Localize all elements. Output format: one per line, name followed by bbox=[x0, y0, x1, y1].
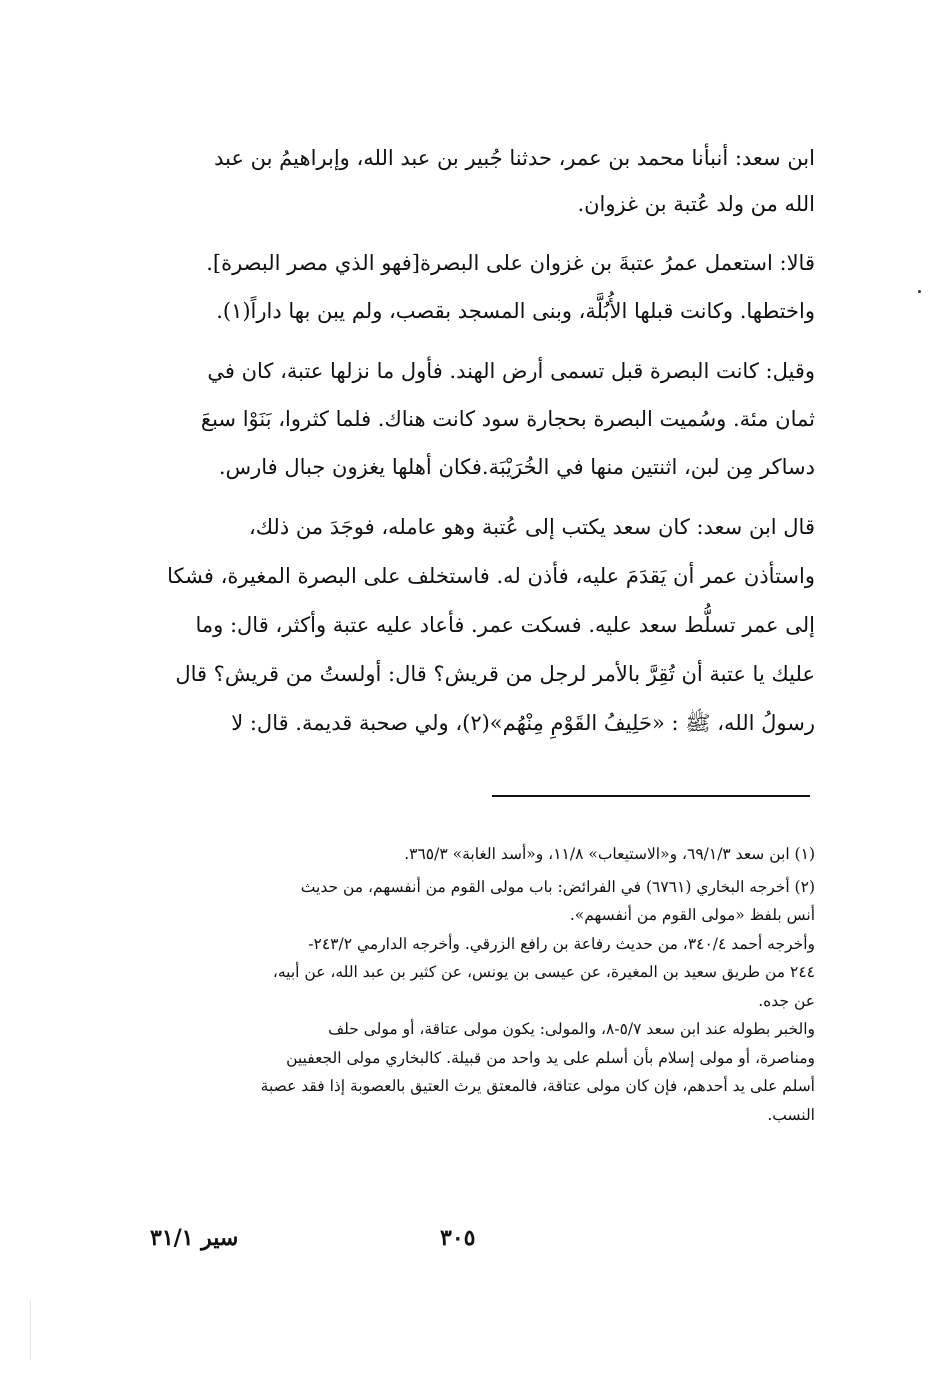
paragraph-4 bbox=[165, 503, 815, 748]
page-footer bbox=[150, 1225, 815, 1265]
text-line: واختطها. وكانت قبلها الأُبُلَّة، وبنى المسجد بقصب، ولم يبن بها داراً(١). bbox=[216, 299, 815, 323]
text-line: دساكر مِن لبن، اثنتين منها في الخُرَيْبَة.فكان أهلها يغزون جبال فارس. bbox=[218, 455, 815, 479]
paragraph-1 bbox=[165, 135, 815, 227]
text-line: رسولُ الله، ﷺ : «حَلِيفُ القَوْمِ مِنْهُم»(٢)، ولي صحبة قديمة. قال: لا bbox=[231, 711, 815, 735]
footnote-line: والخبر بطوله عند ابن سعد ٥/٧-٨، والمولى: يكون مولى عتاقة، أو مولى حلف bbox=[328, 1020, 815, 1038]
scan-speck bbox=[918, 290, 921, 293]
footnote-divider bbox=[492, 795, 810, 797]
text-line: عليك يا عتبة أن تُقِرَّ بالأمر لرجل من قريش؟ قال: أولستُ من قريش؟ قال bbox=[175, 662, 815, 686]
text-line: وقيل: كانت البصرة قبل تسمى أرض الهند. فأول ما نزلها عتبة، كان في bbox=[207, 359, 815, 383]
footnote-line: (٢) أخرجه البخاري (٦٧٦١) في الفرائض: باب مولى القوم من أنفسهم، من حديث bbox=[300, 877, 815, 896]
scan-margin-mark bbox=[30, 1300, 31, 1360]
paragraph-2 bbox=[165, 239, 815, 335]
text-line: إلى عمر تسلُّط سعد عليه. فسكت عمر. فأعاد عليه عتبة وأكثر، قال: وما bbox=[195, 613, 815, 637]
footnote-2 bbox=[160, 873, 815, 1130]
printer-signature: سير ٣١/١ bbox=[150, 1225, 239, 1251]
footnote-line: أنس بلفظ «مولى القوم من أنفسهم». bbox=[569, 906, 815, 924]
footnotes bbox=[160, 840, 815, 1133]
footnote-line: وأخرجه أحمد ٣٤٠/٤، من حديث رفاعة بن رافع الزرقي. وأخرجه الدارمي ٢٤٣/٢- bbox=[308, 934, 815, 953]
footnote-line: النسب. bbox=[767, 1105, 815, 1124]
text-line: ثمان مئة. وسُميت البصرة بحجارة سود كانت هناك. فلما كثروا، بَنَوْا سبعَ bbox=[200, 407, 815, 431]
text-line: الله من ولد عُتبة بن غزوان. bbox=[577, 192, 815, 216]
footnote-line: أسلم على يد أحدهم، فإن كان مولى عتاقة، فالمعتق يرث العتيق بالعصوبة إذا فقد عصبة bbox=[260, 1077, 815, 1095]
text-line: قالا: استعمل عمرُ عتبةَ بن غزوان على البصرة[فهو الذي مصر البصرة]. bbox=[206, 251, 815, 275]
page-number: ٣٠٥ bbox=[440, 1225, 476, 1251]
text-line: واستأذن عمر أن يَقدَمَ عليه، فأذن له. فاستخلف على البصرة المغيرة، فشكا bbox=[167, 564, 815, 588]
main-text bbox=[165, 135, 815, 760]
footnote-line: عن جده. bbox=[758, 991, 815, 1010]
footnote-line: (١) ابن سعد ٦٩/١/٣، و«الاستيعاب» ١١/٨، و«أسد الغابة» ٣٦٥/٣. bbox=[404, 845, 815, 863]
footnote-1 bbox=[160, 840, 815, 869]
paragraph-3 bbox=[165, 347, 815, 491]
footnote-line: ٢٤٤ من طريق سعيد بن المغيرة، عن عيسى بن يونس، عن كثير بن عبد الله، عن أبيه، bbox=[272, 963, 815, 981]
footnote-line: ومناصرة، أو مولى إسلام بأن أسلم على يد واحد من قبيلة. كالبخاري مولى الجعفيين bbox=[286, 1048, 815, 1067]
text-line: ابن سعد: أنبأنا محمد بن عمر، حدثنا جُبير بن عبد الله، وإبراهيمُ بن عبد bbox=[214, 146, 815, 170]
text-line: قال ابن سعد: كان سعد يكتب إلى عُتبة وهو عامله، فوجَدَ من ذلك، bbox=[248, 515, 815, 539]
